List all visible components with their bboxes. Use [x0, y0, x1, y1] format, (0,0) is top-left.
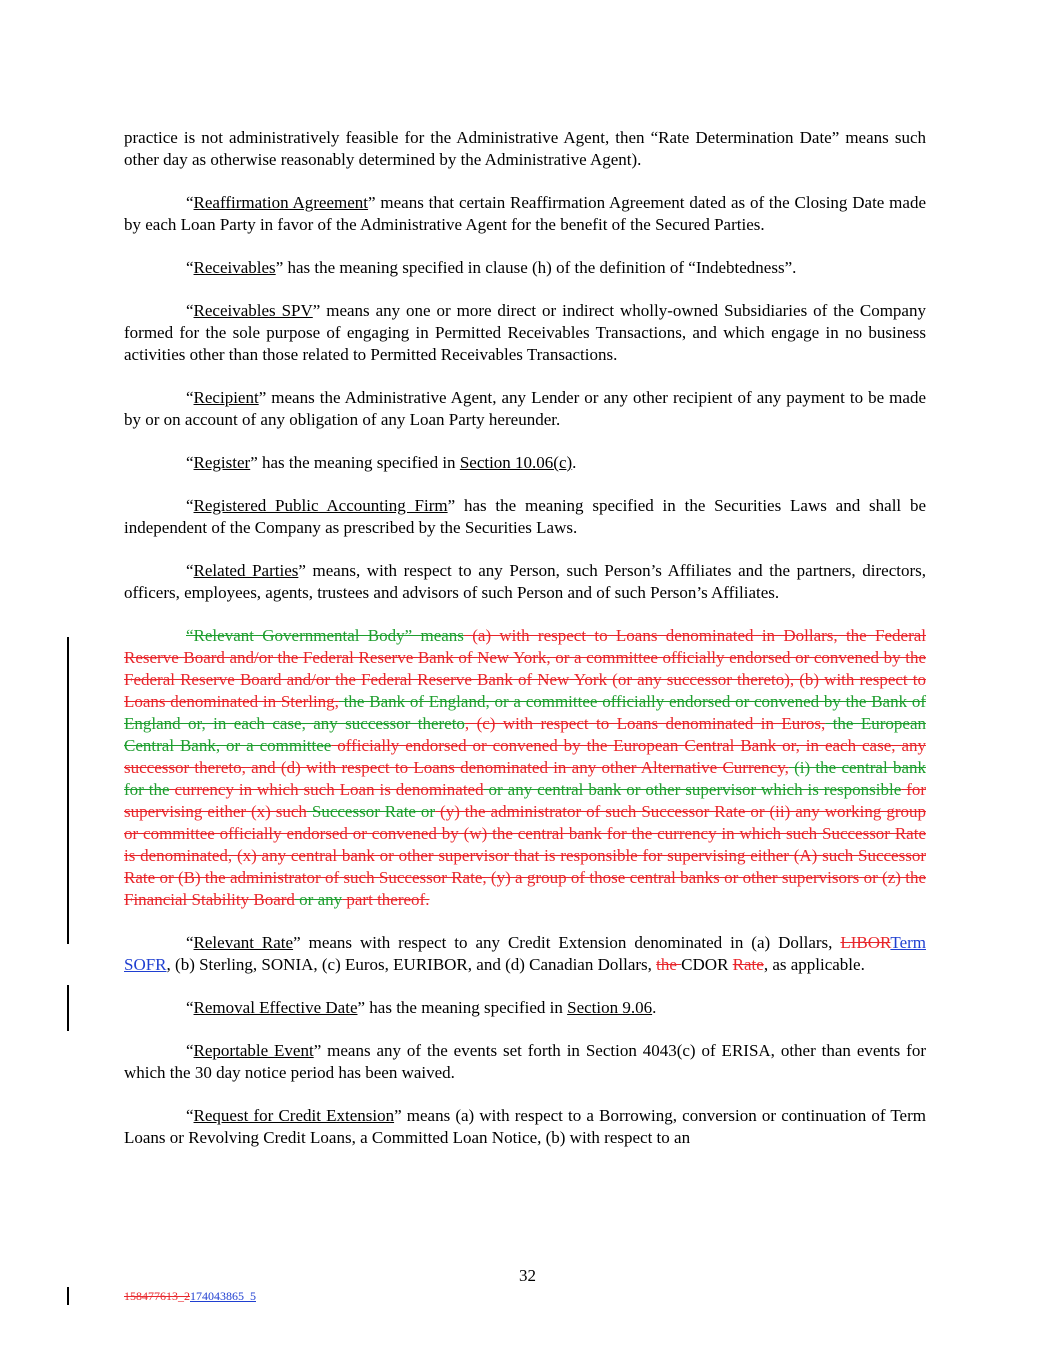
- deleted-text: LIBOR: [840, 933, 891, 952]
- definition-request-for-credit-extension: “Request for Credit Extension” means (a) with respect to a Borrowing, conversion or continuation of Term Loans or Revolving Credit Loans, a Committed Loan Notice, (b) with respect to an: [124, 1106, 926, 1147]
- definition-register: “Register” has the meaning specified in Section 10.06(c).: [186, 453, 577, 472]
- deleted-doc-id: 158477613_2: [124, 1289, 190, 1303]
- defined-term: Relevant Rate: [193, 933, 294, 952]
- definition-recipient: “Recipient” means the Administrative Agent, any Lender or any other recipient of any payment to be made by or on account of any obligation of any Loan Party hereunder.: [124, 388, 926, 429]
- section-reference: Section 10.06(c): [459, 453, 573, 472]
- defined-term: Related Parties: [193, 561, 299, 580]
- continuation-paragraph: practice is not administratively feasible for the Administrative Agent, then “Rate Determination Date” means such other day as otherwise reasonably determined by the Administrative Agent).: [124, 128, 926, 169]
- inserted-text: Term SOFR: [124, 933, 927, 974]
- deleted-text: Rate: [732, 955, 764, 974]
- definition-receivables-spv: “Receivables SPV” means any one or more direct or indirect wholly-owned Subsidiaries of the Company formed for the sole purpose of engaging in Permitted Receivables Transactions, and which engage in no business activities other than those related to Permitted Receivables Transactions.: [124, 301, 926, 364]
- definition-reportable-event: “Reportable Event” means any of the events set forth in Section 4043(c) of ERISA, other than events for which the 30 day notice period has been waived.: [124, 1041, 926, 1082]
- section-reference: Section 9.06: [567, 998, 653, 1017]
- defined-term: Register: [193, 453, 251, 472]
- document-body: [124, 127, 926, 1170]
- deleted-definition-relevant-governmental-body: “Relevant Governmental Body” means (a) with respect to Loans denominated in Dollars, the Federal Reserve Board and/or the Federal Reserve Bank of New York, or a committee officially endorsed or convened by the Federal Reserve Board and/or the Federal Reserve Bank of New York (or any successor thereto), (b) with respect to Loans denominated in Sterling, the Bank of England, or a committee officially endorsed or convened by the Bank of England or, in each case, any successor thereto, (c) with respect to Loans denominated in Euros, the European Central Bank, or a committee officially endorsed or convened by the European Central Bank or, in each case, any successor thereto, and (d) with respect to Loans denominated in any other Alternative Currency, (i) the central bank for the currency in which such Loan is denominated or any central bank or other supervisor which is responsible for supervising either (x) such Successor Rate or (y) the administrator of such Successor Rate or (ii) any working group or committee officially endorsed or convened by (w) the central bank for the currency in which such Successor Rate is denominated, (x) any central bank or other supervisor that is responsible for supervising either (A) such Successor Rate or (B) the administrator of such Successor Rate, (y) a group of those central banks or other supervisors or (z) the Financial Stability Board or any part thereof.: [124, 626, 927, 909]
- definition-registered-public-accounting-firm: “Registered Public Accounting Firm” has the meaning specified in the Securities Laws and shall be independent of the Company as prescribed by the Securities Laws.: [124, 496, 927, 537]
- definition-related-parties: “Related Parties” means, with respect to any Person, such Person’s Affiliates and the partners, directors, officers, employees, agents, trustees and advisors of such Person and of such Person’s Affiliates.: [124, 561, 926, 602]
- deleted-text: the: [656, 955, 682, 974]
- definition-receivables: “Receivables” has the meaning specified in clause (h) of the definition of “Indebtedness”.: [186, 258, 797, 277]
- defined-term: Receivables: [193, 258, 276, 277]
- definition-relevant-rate: “Relevant Rate” means with respect to any Credit Extension denominated in (a) Dollars, LIBORTerm SOFR, (b) Sterling, SONIA, (c) Euros, EURIBOR, and (d) Canadian Dollars, the CDOR Rate, as applicable.: [124, 933, 927, 974]
- change-bar: [67, 1287, 69, 1305]
- defined-term: Recipient: [193, 388, 259, 407]
- document-id: [124, 1289, 256, 1303]
- defined-term: Reportable Event: [193, 1041, 314, 1060]
- defined-term: Receivables SPV: [193, 301, 313, 320]
- defined-term: Request for Credit Extension: [193, 1106, 395, 1125]
- definition-removal-effective-date: “Removal Effective Date” has the meaning specified in Section 9.06.: [186, 998, 657, 1017]
- definition-reaffirmation-agreement: “Reaffirmation Agreement” means that certain Reaffirmation Agreement dated as of the Closing Date made by each Loan Party in favor of the Administrative Agent for the benefit of the Secured Parties.: [124, 193, 926, 234]
- defined-term: Removal Effective Date: [193, 998, 358, 1017]
- change-bar: [67, 637, 69, 944]
- change-bar: [67, 985, 69, 1031]
- defined-term: Registered Public Accounting Firm: [193, 496, 448, 515]
- page-number: 32: [519, 1266, 536, 1285]
- defined-term: Reaffirmation Agreement: [193, 193, 369, 212]
- inserted-doc-id: 174043865_5: [190, 1289, 256, 1303]
